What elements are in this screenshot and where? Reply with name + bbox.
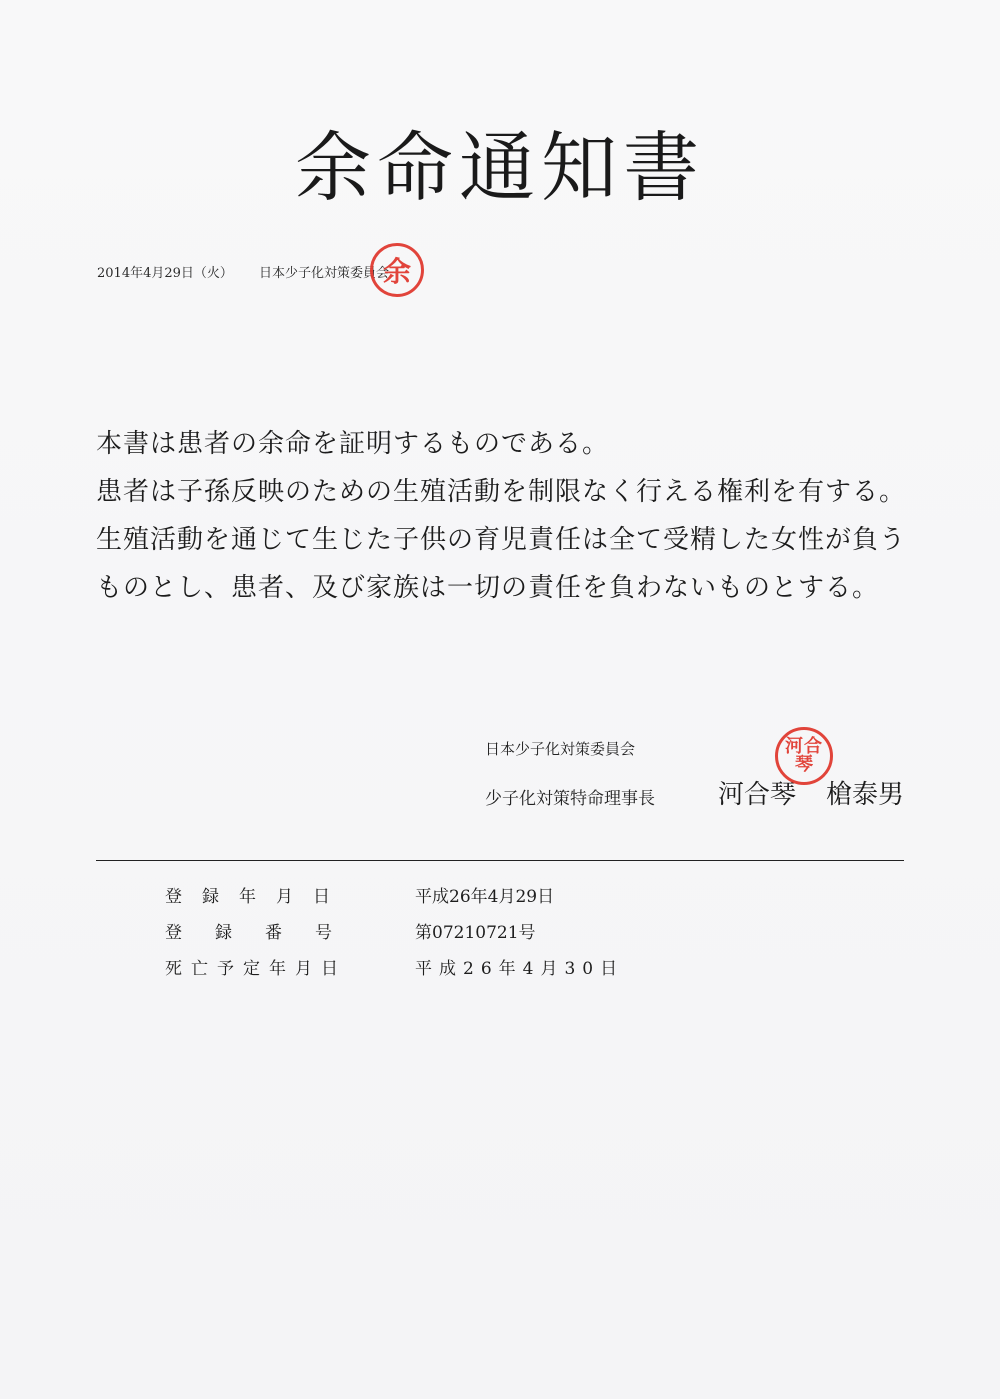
registration-row: [165, 912, 805, 948]
registration-value: 平成26年4月30日: [415, 958, 625, 979]
registration-label: 登録番号: [165, 922, 365, 943]
issue-line: [97, 262, 389, 281]
body-text: [96, 420, 916, 612]
issuer-name: 日本少子化対策委員会: [259, 266, 390, 281]
document-title: 余命通知書: [295, 123, 705, 212]
signature-seal-stamp: [775, 727, 833, 785]
registration-row: [165, 876, 805, 912]
registration-label: 死亡予定年月日: [165, 958, 347, 979]
registration-label: 登録年月日: [165, 886, 350, 907]
registration-value: 第07210721号: [415, 922, 536, 943]
issuer-seal-text: 余: [382, 255, 411, 288]
body-line: 患者は子孫反映のための生殖活動を制限なく行える権利を有する。: [96, 477, 907, 507]
signature-seal-row2: 琴: [795, 754, 813, 775]
signature-seal-row1: 河合: [785, 736, 823, 757]
body-line: ものとし、患者、及び家族は一切の責任を負わないものとする。: [96, 573, 880, 603]
signature-position: 少子化対策特命理事長: [485, 789, 655, 809]
signature-name-part2: 槍泰男: [826, 780, 905, 810]
section-divider: [96, 860, 904, 861]
registration-value: 平成26年4月29日: [415, 886, 555, 907]
body-line: 本書は患者の余命を証明するものである。: [96, 429, 610, 459]
issue-date: 2014年4月29日（火）: [97, 266, 233, 281]
signature-organization: 日本少子化対策委員会: [485, 740, 636, 758]
registration-row: [165, 948, 805, 984]
issuer-seal-stamp: [370, 243, 424, 297]
registration-table: [165, 876, 805, 984]
signature-name-part1: 河合琴: [718, 780, 797, 810]
body-line: 生殖活動を通じて生じた子供の育児責任は全て受精した女性が負う: [96, 525, 907, 555]
